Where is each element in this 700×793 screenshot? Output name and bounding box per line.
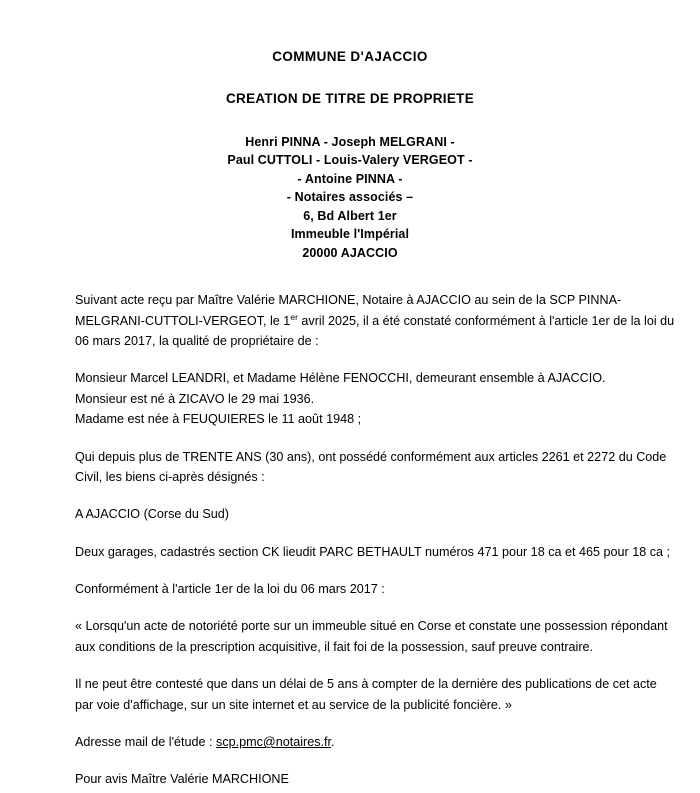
notaires-block xyxy=(0,133,700,263)
paragraph-possession: Qui depuis plus de TRENTE ANS (30 ans), ont possédé conformément aux articles 2261 et 2272 du Code Civil, les biens ci-après désignés : xyxy=(75,449,667,484)
notaires-line-3: - Antoine PINNA - xyxy=(297,171,403,186)
notaires-line-1: Henri PINNA - Joseph MELGRANI - xyxy=(245,134,455,149)
document-header xyxy=(0,0,700,262)
party-line-monsieur-birth: Monsieur est né à ZICAVO le 29 mai 1936. xyxy=(75,391,315,406)
address-city: 20000 AJACCIO xyxy=(302,245,398,260)
paragraph-email-etude xyxy=(75,732,678,752)
paragraph-localisation: A AJACCIO (Corse du Sud) xyxy=(75,507,229,522)
email-address-link[interactable]: scp.pmc@notaires.fr xyxy=(216,735,331,750)
paragraph-conformement-article: Conformément à l'article 1er de la loi du 06 mars 2017 : xyxy=(75,582,385,597)
address-building: Immeuble l'Impérial xyxy=(290,227,410,242)
page-title-commune: COMMUNE D'AJACCIO xyxy=(272,49,428,64)
paragraph-citation-loi: « Lorsqu'un acte de notoriété porte sur un immeuble situé en Corse et constate une possession répondant aux conditions de la prescription acquisitive, il fait foi de la possession, sauf preuve contraire. xyxy=(75,619,668,654)
party-line-madame-birth: Madame est née à FEUQUIERES le 11 août 1948 ; xyxy=(75,412,362,427)
paragraph-contestation-delai: Il ne peut être contesté que dans un délai de 5 ans à compter de la dernière des publications de cet acte par voie d'affichage, sur un site internet et au service de la publicité foncière. » xyxy=(75,677,657,712)
notaires-line-2: Paul CUTTOLI - Louis-Valery VERGEOT - xyxy=(227,153,473,168)
page-title-act: CREATION DE TITRE DE PROPRIETE xyxy=(225,90,475,106)
suivant-acte-part1: Suivant acte reçu par Maître Valérie MARCHIONE, Notaire à AJACCIO au sein de la SCP PINNA-MELGRANI-CUTTOLI-VERGEOT, le 1 xyxy=(75,293,622,328)
paragraph-parties xyxy=(75,368,678,429)
address-street: 6, Bd Albert 1er xyxy=(303,208,397,223)
document-body xyxy=(0,290,700,790)
party-line-owners: Monsieur Marcel LEANDRI, et Madame Hélène FENOCCHI, demeurant ensemble à AJACCIO. xyxy=(75,371,606,386)
email-suffix: . xyxy=(331,735,335,750)
paragraph-biens-designation: Deux garages, cadastrés section CK lieudit PARC BETHAULT numéros 471 pour 18 ca et 465 pour 18 ca ; xyxy=(75,544,671,559)
ordinal-superscript: er xyxy=(290,311,298,322)
email-label: Adresse mail de l'étude : xyxy=(75,735,217,750)
notaires-line-4: - Notaires associés – xyxy=(286,190,414,205)
paragraph-suivant-acte xyxy=(75,290,678,351)
suivant-acte-part2: avril 2025, il a été constaté conformément à l'article 1er de la loi du 06 mars 2017, la qualité de propriétaire de : xyxy=(75,313,675,348)
paragraph-signature: Pour avis Maître Valérie MARCHIONE xyxy=(75,772,289,787)
